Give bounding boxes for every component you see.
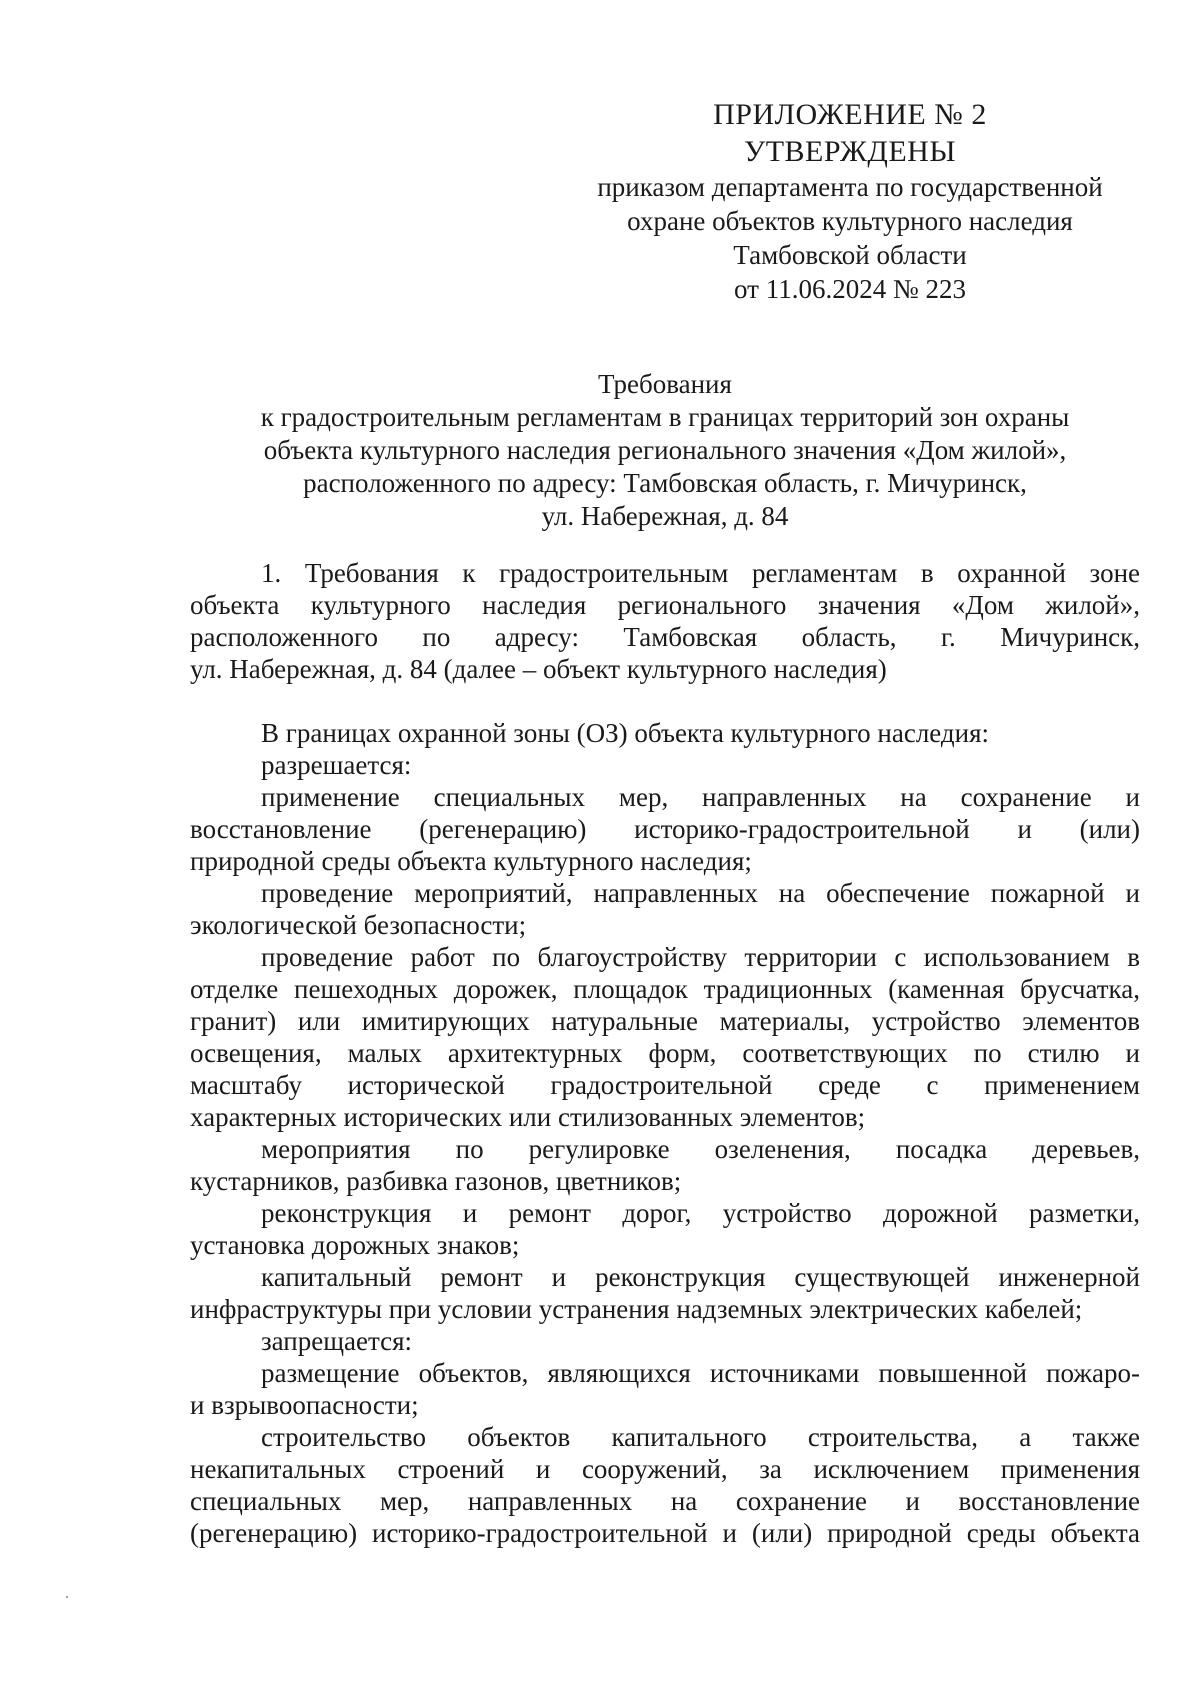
appendix-number: ПРИЛОЖЕНИЕ № 2 [713, 98, 987, 131]
title-line: объекта культурного наследия регионального значения «Дом жилой», [263, 435, 1067, 465]
text-line: отделке пешеходных дорожек, площадок традиционных (каменная брусчатка, [190, 974, 1140, 1004]
order-line: приказом департамента по государственной [597, 172, 1103, 202]
text-line: кустарников, разбивка газонов, цветников; [190, 1166, 682, 1196]
text-line: характерных исторических или стилизованных элементов; [190, 1102, 866, 1132]
text-line: масштабу исторической градостроительной среде с применением [190, 1070, 1140, 1100]
approved-label: УТВЕРЖДЕНЫ [743, 135, 957, 168]
order-line: Тамбовской области [733, 240, 967, 270]
allowed-label: разрешается: [261, 750, 412, 780]
text-line: расположенного по адресу: Тамбовская область, г. Мичуринск, [190, 622, 1140, 652]
text-line: экологической безопасности; [190, 910, 527, 940]
protection-zone-section [190, 717, 1140, 1549]
text-line: проведение работ по благоустройству территории с использованием в [261, 942, 1140, 972]
title-line: расположенного по адресу: Тамбовская область, г. Мичуринск, [303, 468, 1027, 498]
text-line: размещение объектов, являющихся источниками повышенной пожаро- [261, 1358, 1140, 1388]
text-line: реконструкция и ремонт дорог, устройство дорожной разметки, [261, 1198, 1140, 1228]
text-line: (регенерацию) историко-градостроительной и (или) природной среды объекта [190, 1518, 1140, 1548]
text-line: 1. Требования к градостроительным регламентам в охранной зоне [261, 558, 1140, 588]
text-line: некапитальных строений и сооружений, за исключением применения [190, 1454, 1140, 1484]
text-line: капитальный ремонт и реконструкция существующей инженерной [261, 1262, 1140, 1292]
text-line: и взрывоопасности; [190, 1390, 419, 1420]
text-line: освещения, малых архитектурных форм, соответствующих по стилю и [190, 1038, 1140, 1068]
text-line: природной среды объекта культурного наследия; [190, 846, 752, 876]
zone-intro: В границах охранной зоны (ОЗ) объекта культурного наследия: [261, 718, 990, 748]
scan-speck [66, 1596, 68, 1598]
text-line: восстановление (регенерацию) историко-градостроительной и (или) [190, 814, 1140, 844]
document-title [190, 368, 1140, 533]
text-line: проведение мероприятий, направленных на обеспечение пожарной и [261, 878, 1140, 908]
title-line: к градостроительным регламентам в границах территорий зон охраны [260, 402, 1070, 432]
text-line: инфраструктуры при условии устранения надземных электрических кабелей; [190, 1294, 1083, 1324]
text-line: установка дорожных знаков; [190, 1230, 520, 1260]
section-1-paragraph [190, 557, 1140, 685]
text-line: объекта культурного наследия регионального значения «Дом жилой», [190, 590, 1140, 620]
order-date-number: от 11.06.2024 № 223 [734, 274, 966, 304]
text-line: ул. Набережная, д. 84 (далее – объект культурного наследия) [190, 654, 887, 684]
text-line: применение специальных мер, направленных на сохранение и [261, 782, 1140, 812]
title-line: ул. Набережная, д. 84 [541, 501, 789, 531]
approval-block [560, 96, 1140, 306]
title-line: Требования [598, 369, 732, 399]
order-line: охране объектов культурного наследия [627, 206, 1073, 236]
text-line: мероприятия по регулировке озеленения, посадка деревьев, [261, 1134, 1140, 1164]
text-line: гранит) или имитирующих натуральные материалы, устройство элементов [190, 1006, 1140, 1036]
forbidden-label: запрещается: [261, 1326, 413, 1356]
text-line: специальных мер, направленных на сохранение и восстановление [190, 1486, 1140, 1516]
text-line: строительство объектов капитального строительства, а также [261, 1422, 1140, 1452]
